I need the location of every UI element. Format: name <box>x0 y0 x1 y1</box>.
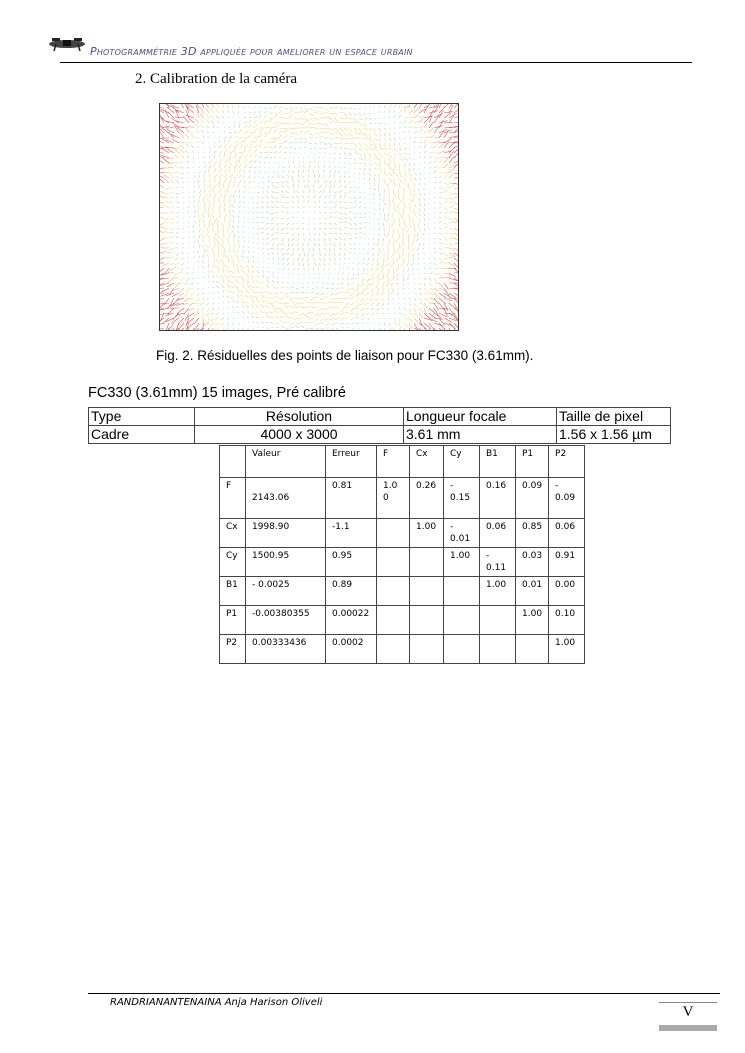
coeff-row-cx <box>220 519 585 548</box>
coeff-cell <box>444 577 480 606</box>
summary-header-type: Type <box>89 408 195 426</box>
coeff-cell: -1.1 <box>326 519 377 548</box>
coeff-row-cy <box>220 548 585 577</box>
coeff-cell <box>377 635 410 664</box>
coeff-cell <box>444 606 480 635</box>
coeff-cell: 1.00 <box>444 548 480 577</box>
header-logo-icon <box>48 34 86 52</box>
coeff-cell: - 0.09 <box>549 478 585 519</box>
summary-value-resolution: 4000 x 3000 <box>195 426 404 444</box>
coeff-cell <box>410 577 444 606</box>
header-divider <box>60 62 692 63</box>
calibration-table-heading: FC330 (3.61mm) 15 images, Pré calibré <box>88 385 346 401</box>
coeff-cell: 0.0002 <box>326 635 377 664</box>
camera-summary-table <box>88 407 671 444</box>
coeff-header-cell: F <box>377 446 410 478</box>
coeff-header-cell: P1 <box>516 446 549 478</box>
summary-value-focal: 3.61 mm <box>404 426 557 444</box>
summary-header-pixel: Taille de pixel <box>557 408 671 426</box>
page-number-bar <box>659 1025 717 1031</box>
coeff-cell: 0.00 <box>549 577 585 606</box>
coeff-cell: 0.85 <box>516 519 549 548</box>
residuals-vector-field <box>160 104 458 330</box>
coeff-cell: -0.00380355 <box>246 606 326 635</box>
coeff-header-row <box>220 446 585 478</box>
coeff-header-cell: Valeur <box>246 446 326 478</box>
coeff-header-cell: B1 <box>480 446 516 478</box>
coeff-cell: 0.26 <box>410 478 444 519</box>
residuals-figure <box>159 103 459 331</box>
coeff-row-p2 <box>220 635 585 664</box>
coeff-cell: 0.91 <box>549 548 585 577</box>
section-heading: 2. Calibration de la caméra <box>135 71 298 87</box>
coeff-cell: 0.09 <box>516 478 549 519</box>
footer-divider <box>88 993 720 994</box>
coeff-cell <box>377 548 410 577</box>
coeff-cell <box>410 635 444 664</box>
coeff-header-cell <box>220 446 246 478</box>
coeff-cell: 0.16 <box>480 478 516 519</box>
summary-header-resolution: Résolution <box>195 408 404 426</box>
coeff-cell: 0.03 <box>516 548 549 577</box>
summary-value-type: Cadre <box>89 426 195 444</box>
summary-header-row <box>89 408 671 426</box>
coeff-cell: 2143.06 <box>246 478 326 519</box>
coeff-cell <box>377 519 410 548</box>
coeff-cell <box>410 606 444 635</box>
coeff-cell <box>377 606 410 635</box>
coeff-cell: Cx <box>220 519 246 548</box>
summary-header-focal: Longueur focale <box>404 408 557 426</box>
coeff-cell: - 0.15 <box>444 478 480 519</box>
coeff-cell: 0.95 <box>326 548 377 577</box>
coeff-cell <box>516 635 549 664</box>
coeff-cell: P1 <box>220 606 246 635</box>
coeff-header-cell: Cy <box>444 446 480 478</box>
coeff-row-b1 <box>220 577 585 606</box>
coeff-cell: 1.00 <box>410 519 444 548</box>
coeff-cell: 0.00022 <box>326 606 377 635</box>
coeff-cell <box>444 635 480 664</box>
coeff-cell <box>377 577 410 606</box>
coeff-header-cell: Erreur <box>326 446 377 478</box>
coeff-cell: 1.00 <box>516 606 549 635</box>
coeff-cell: 0.81 <box>326 478 377 519</box>
coeff-cell: - 0.01 <box>444 519 480 548</box>
coeff-cell: 0.01 <box>516 577 549 606</box>
page-number: V <box>682 1004 694 1020</box>
coeff-cell: - 0.0025 <box>246 577 326 606</box>
coeff-cell <box>480 635 516 664</box>
coeff-cell: 1.0 0 <box>377 478 410 519</box>
summary-value-row <box>89 426 671 444</box>
coeff-cell: B1 <box>220 577 246 606</box>
coeff-header-cell: P2 <box>549 446 585 478</box>
figure-caption: Fig. 2. Résiduelles des points de liaison pour FC330 (3.61mm). <box>156 348 534 363</box>
coeff-cell: 1500.95 <box>246 548 326 577</box>
coeff-cell: 1998.90 <box>246 519 326 548</box>
footer-author: RANDRIANANTENAINA Anja Harison Oliveli <box>110 997 323 1008</box>
coeff-cell: 0.06 <box>549 519 585 548</box>
summary-value-pixel: 1.56 x 1.56 µm <box>557 426 671 444</box>
coeff-cell: 1.00 <box>480 577 516 606</box>
coeff-cell: P2 <box>220 635 246 664</box>
coeff-row-p1 <box>220 606 585 635</box>
coeff-cell: 0.06 <box>480 519 516 548</box>
calibration-coefficients-table <box>219 445 585 664</box>
coeff-cell: F <box>220 478 246 519</box>
coeff-cell: 0.10 <box>549 606 585 635</box>
coeff-cell: - 0.11 <box>480 548 516 577</box>
coeff-cell <box>480 606 516 635</box>
coeff-cell: Cy <box>220 548 246 577</box>
coeff-cell: 1.00 <box>549 635 585 664</box>
coeff-cell <box>410 548 444 577</box>
coeff-cell: 0.89 <box>326 577 377 606</box>
coeff-header-cell: Cx <box>410 446 444 478</box>
coeff-cell: 0.00333436 <box>246 635 326 664</box>
page-number-rule <box>659 1002 717 1003</box>
coeff-row-f <box>220 478 585 519</box>
header-title: Photogrammétrie 3D appliquée pour ameliorer un espace urbain <box>90 45 413 58</box>
